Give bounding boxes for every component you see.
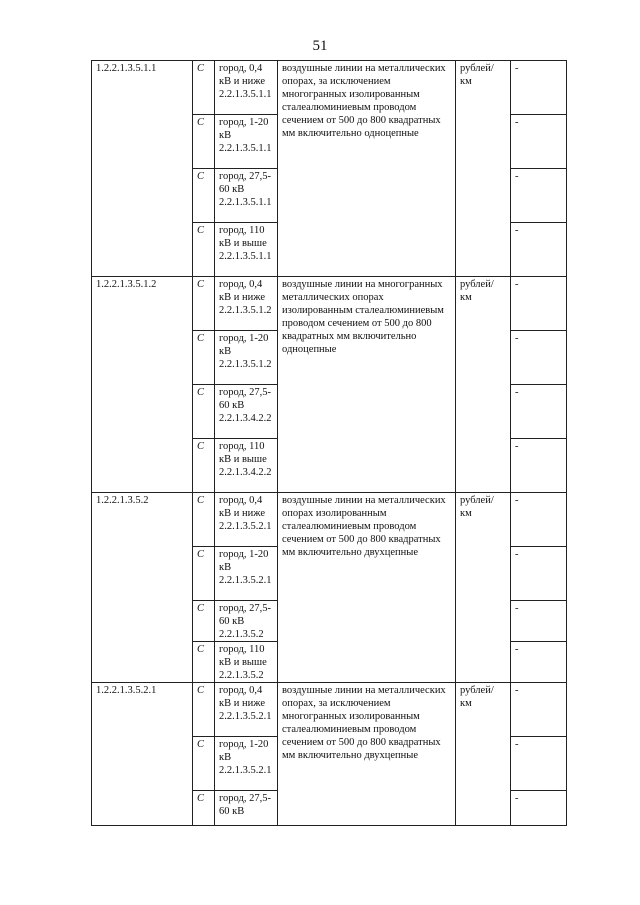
c-letter: С <box>193 223 215 277</box>
c-letter: С <box>193 61 215 115</box>
rates-table <box>91 60 567 826</box>
city-voltage-cell: город, 0,4 кВ и ниже 2.2.1.3.5.1.2 <box>215 277 278 331</box>
c-letter: С <box>193 791 215 826</box>
value-cell: - <box>511 791 567 826</box>
city-voltage-cell: город, 110 кВ и выше 2.2.1.3.5.1.1 <box>215 223 278 277</box>
row-code: 1.2.2.1.3.5.2.1 <box>92 683 193 826</box>
value-cell: - <box>511 223 567 277</box>
city-voltage-cell: город, 27,5-60 кВ <box>215 791 278 826</box>
city-voltage-cell: город, 1-20 кВ 2.2.1.3.5.2.1 <box>215 547 278 601</box>
value-cell: - <box>511 601 567 642</box>
c-letter: С <box>193 115 215 169</box>
c-letter: С <box>193 277 215 331</box>
city-voltage-cell: город, 110 кВ и выше 2.2.1.3.5.2 <box>215 642 278 683</box>
value-cell: - <box>511 115 567 169</box>
row-code: 1.2.2.1.3.5.1.2 <box>92 277 193 493</box>
city-voltage-cell: город, 0,4 кВ и ниже 2.2.1.3.5.2.1 <box>215 683 278 737</box>
value-cell: - <box>511 169 567 223</box>
c-letter: С <box>193 683 215 737</box>
value-cell: - <box>511 683 567 737</box>
c-letter: С <box>193 601 215 642</box>
value-cell: - <box>511 493 567 547</box>
c-letter: С <box>193 385 215 439</box>
table-row <box>92 277 567 331</box>
table-row <box>92 683 567 737</box>
c-letter: С <box>193 547 215 601</box>
value-cell: - <box>511 642 567 683</box>
city-voltage-cell: город, 1-20 кВ 2.2.1.3.5.1.1 <box>215 115 278 169</box>
city-voltage-cell: город, 27,5-60 кВ 2.2.1.3.4.2.2 <box>215 385 278 439</box>
city-voltage-cell: город, 0,4 кВ и ниже 2.2.1.3.5.2.1 <box>215 493 278 547</box>
c-letter: С <box>193 493 215 547</box>
value-cell: - <box>511 737 567 791</box>
row-code: 1.2.2.1.3.5.2 <box>92 493 193 683</box>
row-code: 1.2.2.1.3.5.1.1 <box>92 61 193 277</box>
line-description: воздушные линии на металлических опорах, за исключением многогранных изолированным сталеалюминиевым проводом сечением от 500 до 800 квадратных мм включительно одноцепные <box>278 61 456 277</box>
city-voltage-cell: город, 0,4 кВ и ниже 2.2.1.3.5.1.1 <box>215 61 278 115</box>
c-letter: С <box>193 169 215 223</box>
unit-cell: рублей/ км <box>456 683 511 826</box>
city-voltage-cell: город, 110 кВ и выше 2.2.1.3.4.2.2 <box>215 439 278 493</box>
c-letter: С <box>193 439 215 493</box>
unit-cell: рублей/ км <box>456 277 511 493</box>
value-cell: - <box>511 385 567 439</box>
city-voltage-cell: город, 1-20 кВ 2.2.1.3.5.2.1 <box>215 737 278 791</box>
line-description: воздушные линии на металлических опорах изолированным сталеалюминиевым проводом сечением от 500 до 800 квадратных мм включительно двухцепные <box>278 493 456 683</box>
value-cell: - <box>511 277 567 331</box>
line-description: воздушные линии на металлических опорах, за исключением многогранных изолированным сталеалюминиевым проводом сечением от 500 до 800 квадратных мм включительно двухцепные <box>278 683 456 826</box>
unit-cell: рублей/ км <box>456 61 511 277</box>
value-cell: - <box>511 439 567 493</box>
c-letter: С <box>193 642 215 683</box>
c-letter: С <box>193 737 215 791</box>
value-cell: - <box>511 331 567 385</box>
value-cell: - <box>511 61 567 115</box>
c-letter: С <box>193 331 215 385</box>
unit-cell: рублей/ км <box>456 493 511 683</box>
city-voltage-cell: город, 1-20 кВ 2.2.1.3.5.1.2 <box>215 331 278 385</box>
page-number: 51 <box>312 38 328 54</box>
city-voltage-cell: город, 27,5-60 кВ 2.2.1.3.5.2 <box>215 601 278 642</box>
city-voltage-cell: город, 27,5-60 кВ 2.2.1.3.5.1.1 <box>215 169 278 223</box>
table-row <box>92 61 567 115</box>
line-description: воздушные линии на многогранных металлических опорах изолированным сталеалюминиевым проводом сечением от 500 до 800 квадратных мм включительно одноцепные <box>278 277 456 493</box>
value-cell: - <box>511 547 567 601</box>
table-row <box>92 493 567 547</box>
